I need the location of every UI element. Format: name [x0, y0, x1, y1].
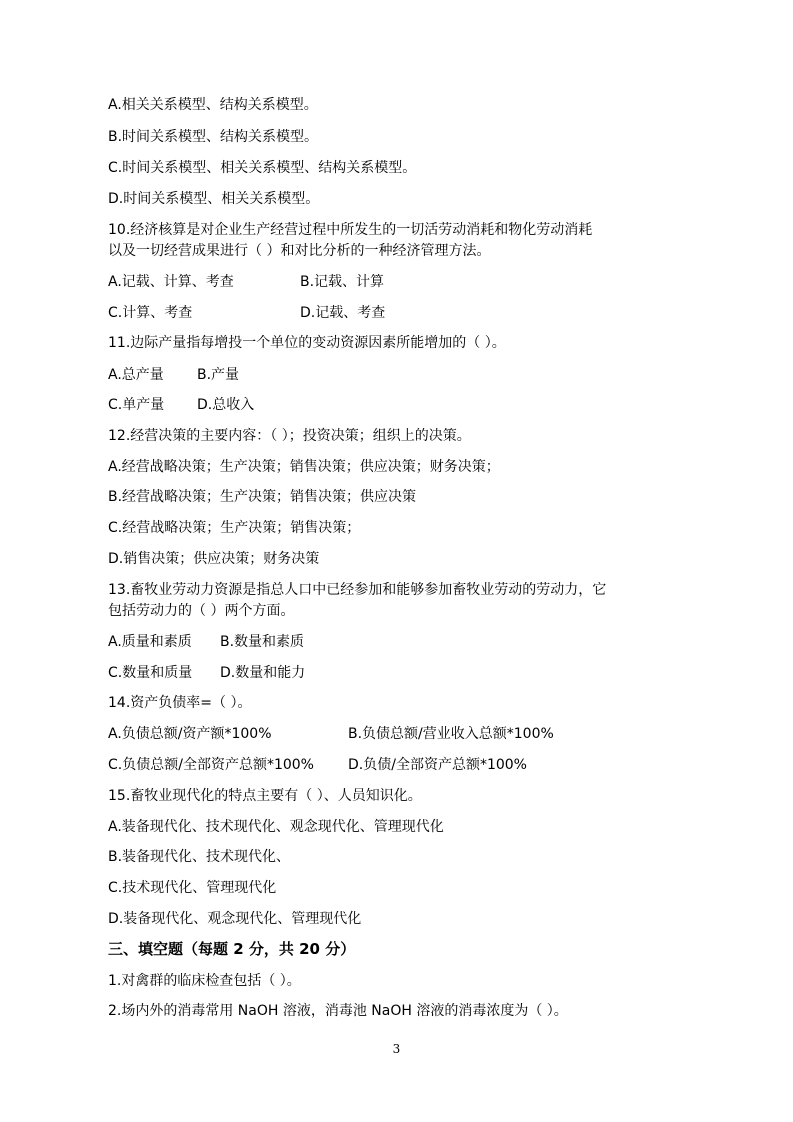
- q11-text: 11.边际产量指每增投一个单位的变动资源因素所能增加的（ ）。: [108, 335, 506, 351]
- q11-option-c: C.单产量: [108, 397, 165, 413]
- q10-text-line2: 以及一切经营成果进行（ ）和对比分析的一种经济管理方法。: [108, 243, 491, 259]
- q14-option-d: D.负债/全部资产总额*100%: [348, 757, 527, 773]
- q12-text: 12.经营决策的主要内容：（ ）；投资决策；组织上的决策。: [108, 428, 471, 444]
- q13-text-line2: 包括劳动力的（ ）两个方面。: [108, 603, 295, 619]
- q12-option-b: B.经营战略决策；生产决策；销售决策；供应决策: [108, 489, 417, 505]
- q9-option-a: A.相关关系模型、结构关系模型。: [108, 97, 318, 113]
- q9-option-c: C.时间关系模型、相关关系模型、结构关系模型。: [108, 160, 417, 176]
- q15-option-d: D.装备现代化、观念现代化、管理现代化: [108, 911, 362, 927]
- q13-option-c: C.数量和质量: [108, 665, 193, 681]
- q13-option-b: B.数量和素质: [220, 634, 305, 650]
- q11-option-b: B.产量: [197, 367, 240, 383]
- q10-option-c: C.计算、考查: [108, 305, 193, 321]
- q14-option-a: A.负债总额/资产额*100%: [108, 726, 272, 742]
- q10-option-d: D.记载、考查: [300, 305, 386, 321]
- q12-option-d: D.销售决策；供应决策；财务决策: [108, 551, 320, 567]
- fill-question-2: 2.场内外的消毒常用 NaOH 溶液，消毒池 NaOH 溶液的消毒浓度为（ ）。: [108, 1003, 568, 1019]
- q11-option-a: A.总产量: [108, 367, 164, 383]
- q13-option-a: A.质量和素质: [108, 634, 192, 650]
- q13-option-d: D.数量和能力: [220, 665, 306, 681]
- q9-option-d: D.时间关系模型、相关关系模型。: [108, 191, 320, 207]
- q12-option-a: A.经营战略决策；生产决策；销售决策；供应决策；财务决策；: [108, 459, 500, 475]
- q9-option-b: B.时间关系模型、结构关系模型。: [108, 129, 319, 145]
- q14-text: 14.资产负债率=（ ）。: [108, 695, 252, 711]
- q10-text-line1: 10.经济核算是对企业生产经营过程中所发生的一切活劳动消耗和物化劳动消耗: [108, 222, 593, 238]
- q15-option-b: B.装备现代化、技术现代化、: [108, 849, 291, 865]
- q15-text: 15.畜牧业现代化的特点主要有（ ）、人员知识化。: [108, 788, 422, 804]
- section-heading-fill-in: 三、填空题（每题 2 分，共 20 分）: [108, 940, 356, 958]
- fill-question-1: 1.对禽群的临床检查包括（ ）。: [108, 973, 301, 989]
- page-number: 3: [392, 1042, 401, 1056]
- q10-option-a: A.记载、计算、考查: [108, 274, 234, 290]
- q15-option-c: C.技术现代化、管理现代化: [108, 880, 277, 896]
- q14-option-b: B.负债总额/营业收入总额*100%: [348, 726, 554, 742]
- q14-option-c: C.负债总额/全部资产总额*100%: [108, 757, 314, 773]
- q11-option-d: D.总收入: [197, 397, 255, 413]
- q12-option-c: C.经营战略决策；生产决策；销售决策；: [108, 520, 361, 536]
- q10-option-b: B.记载、计算: [300, 274, 385, 290]
- q15-option-a: A.装备现代化、技术现代化、观念现代化、管理现代化: [108, 819, 444, 835]
- q13-text-line1: 13.畜牧业劳动力资源是指总人口中已经参加和能够参加畜牧业劳动的劳动力，它: [108, 582, 607, 598]
